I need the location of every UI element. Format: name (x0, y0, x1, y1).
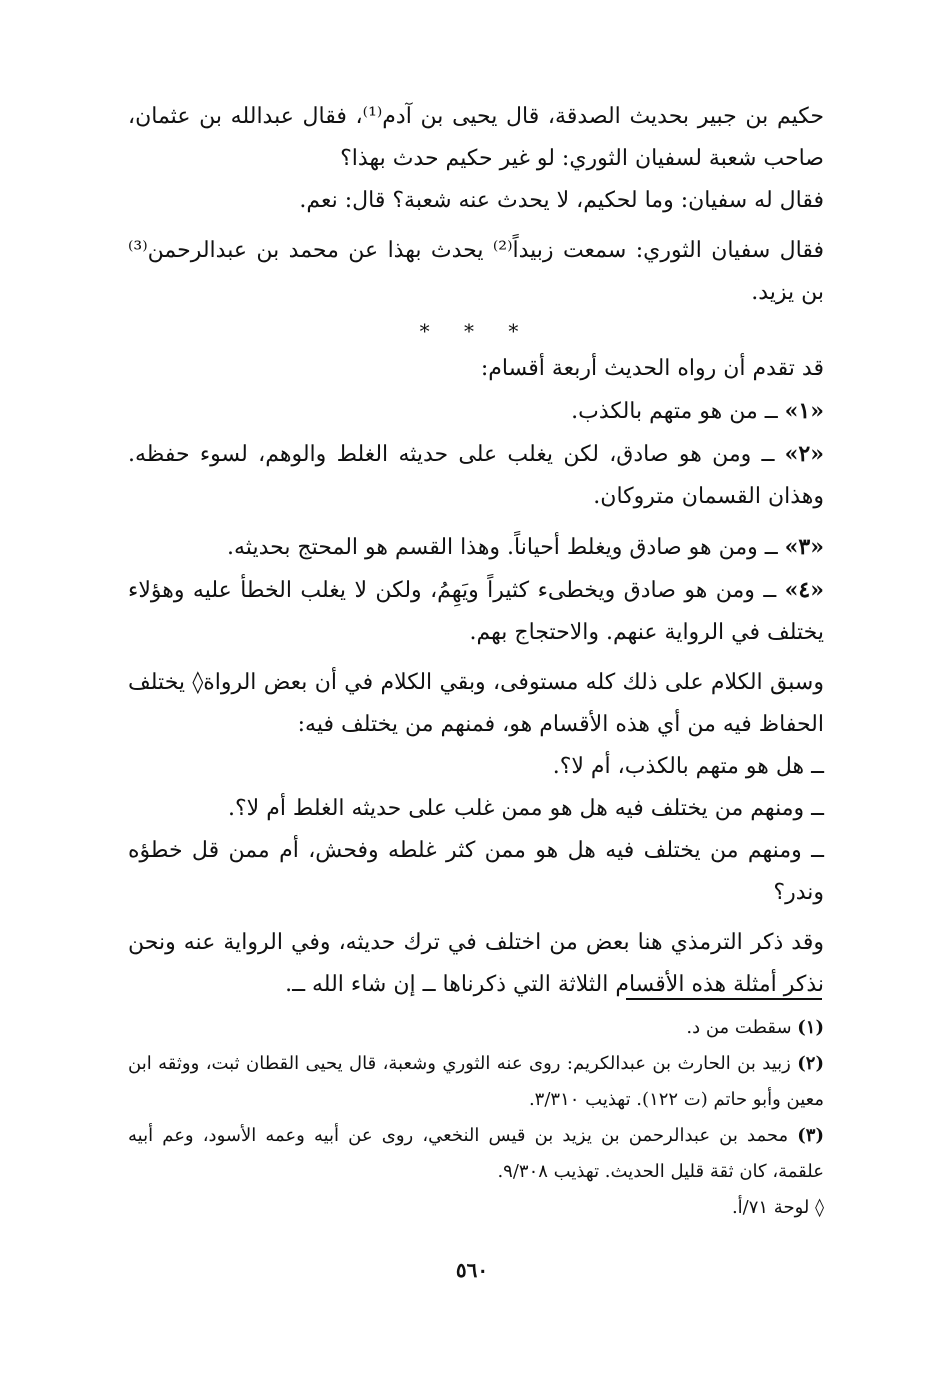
dash-item-2: ــ ومنهم من يختلف فيه هل هو ممن غلب على حديثه الغلط أم لا؟. (228, 796, 824, 821)
paragraph-4: قد تقدم أن رواه الحديث أربعة أقسام: (480, 356, 824, 381)
footnote-1-number: (١) (797, 1017, 824, 1038)
list-item-1-number: «١» (784, 398, 824, 424)
footnote-3 (128, 1118, 824, 1190)
list-item-4 (128, 569, 824, 654)
dash-item-3: ــ ومنهم من يختلف فيه هل هو ممن كثر غلطه وفحش، أم ممن قل خطؤه وندر؟ (128, 838, 824, 905)
dash-item-1: ــ هل هو متهم بالكذب، أم لا؟. (552, 754, 824, 779)
footnote-4-text: لوحة ٧١/أ. (731, 1197, 816, 1218)
footnote-3-text: محمد بن عبدالرحمن بن يزيد بن قيس النخعي، روى عن أبيه وعمه الأسود، وعم أبيه علقمة، كان ثقة قليل الحديث. تهذيب ٩/٣٠٨. (128, 1125, 824, 1182)
list-item-2 (128, 433, 824, 518)
footnotes (128, 1010, 824, 1226)
list-item-2-number: «٢» (784, 441, 824, 467)
paragraph-3: فقال سفيان الثوري: سمعت زبيداً⁽²⁾ يحدث بهذا عن محمد بن عبدالرحمن⁽³⁾ بن يزيد. (128, 238, 824, 305)
paragraph-5: وسبق الكلام على ذلك كله مستوفى، وبقي الكلام في أن بعض الرواة◊ يختلف الحفاظ فيه من أي هذه الأقسام هو، فمنهم من يختلف فيه: (128, 670, 824, 737)
list-item-3-number: «٣» (784, 534, 824, 560)
paragraph-2: فقال له سفيان: وما لحكيم، لا يحدث عنه شعبة؟ قال: نعم. (299, 188, 824, 213)
list-item-3 (128, 526, 824, 569)
footnote-2 (128, 1046, 824, 1118)
footnote-3-number: (٣) (797, 1125, 824, 1146)
page-number: ٥٦٠ (455, 1258, 489, 1282)
footnote-4 (128, 1190, 824, 1226)
footnote-2-text: زبيد بن الحارث بن عبدالكريم: روى عنه الثوري وشعبة، قال يحيى القطان ثبت، ووثقه ابن معين وأبو حاتم (ت ١٢٢). تهذيب ٣/٣١٠. (128, 1053, 824, 1110)
list-item-1-text: ــ من هو متهم بالكذب. (571, 399, 785, 424)
footnote-2-number: (٢) (797, 1053, 824, 1074)
footnote-1 (128, 1010, 824, 1046)
footnote-divider (626, 998, 822, 1000)
list-item-4-number: «٤» (784, 577, 824, 603)
paragraph-6: وقد ذكر الترمذي هنا بعض من اختلف في ترك حديثه، وفي الرواية عنه ونحن نذكر أمثلة هذه الأقسام الثلاثة التي ذكرناها ــ إن شاء الله ــ. (128, 930, 824, 997)
section-separator: * * * (419, 319, 533, 343)
main-text (128, 96, 824, 1006)
footnote-1-text: سقطت من د. (686, 1017, 798, 1038)
paragraph-1: حكيم بن جبير بحديث الصدقة، قال يحيى بن آدم⁽¹⁾، فقال عبدالله بن عثمان، صاحب شعبة لسفيان الثوري: لو غير حكيم حدث بهذا؟ (128, 104, 824, 171)
list-item-4-text: ــ ومن هو صادق ويخطىء كثيراً ويَهِمُ، ولكن لا يغلب الخطأ عليه وهؤلاء يختلف في الرواية عنهم. والاحتجاج بهم. (128, 578, 824, 645)
list-item-1 (128, 390, 824, 433)
list-item-3-text: ــ ومن هو صادق ويغلط أحياناً. وهذا القسم هو المحتج بحديثه. (227, 535, 785, 560)
footnote-4-marker: ◊ (815, 1197, 824, 1218)
list-item-2-text: ــ ومن هو صادق، لكن يغلب على حديثه الغلط والوهم، لسوء حفظه. وهذان القسمان متروكان. (128, 442, 824, 509)
